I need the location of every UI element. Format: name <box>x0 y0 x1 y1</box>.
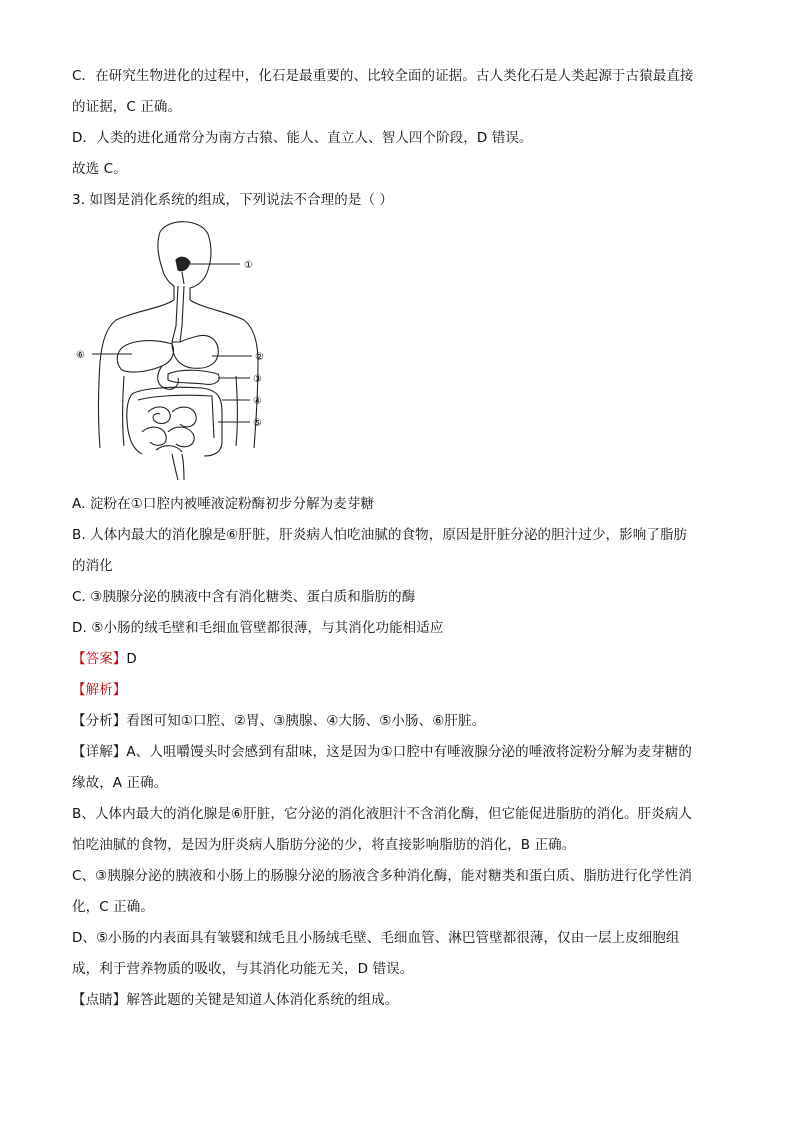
answer-value: D <box>126 651 137 667</box>
answer-line <box>72 649 732 669</box>
xiangjie-a-line1 <box>72 742 732 762</box>
figure-label-6: ⑥ <box>76 350 85 361</box>
figure-label-2: ② <box>255 352 264 363</box>
xiangjie-b-line2: 怕吃油腻的食物，是因为肝炎病人脂肪分泌的少，将直接影响脂肪的消化，B 正确。 <box>72 837 576 853</box>
digestive-system-figure <box>72 216 272 482</box>
xiangjie-a-text1: A、人咀嚼馒头时会感到有甜味，这是因为①口腔中有唾液腺分泌的唾液将淀粉分解为麦芽糖的 <box>126 744 692 760</box>
digestive-system-diagram <box>72 216 272 482</box>
prev-conclusion: 故选 C。 <box>72 161 127 177</box>
xiangjie-tag: 【详解】 <box>72 744 127 760</box>
xiangjie-d-line2: 成，利于营养物质的吸收，与其消化功能无关，D 错误。 <box>72 961 414 977</box>
prev-option-d: D．人类的进化通常分为南方古猿、能人、直立人、智人四个阶段，D 错误。 <box>72 130 533 146</box>
figure-label-1: ① <box>244 260 253 271</box>
option-c: C. ③胰腺分泌的胰液中含有消化糖类、蛋白质和脂肪的酶 <box>72 589 416 605</box>
figure-label-3: ③ <box>253 374 262 385</box>
analysis-tag: 【解析】 <box>72 682 127 698</box>
dianjing-line <box>72 990 732 1010</box>
fenxi-tag: 【分析】 <box>72 713 127 729</box>
option-d: D. ⑤小肠的绒毛壁和毛细血管壁都很薄，与其消化功能相适应 <box>72 620 444 636</box>
xiangjie-c-line2: 化，C 正确。 <box>72 899 154 915</box>
prev-option-c-line2: 的证据，C 正确。 <box>72 99 182 115</box>
analysis-heading <box>72 680 732 700</box>
option-b-line1: B. 人体内最大的消化腺是⑥肝脏，肝炎病人怕吃油腻的食物，原因是肝脏分泌的胆汁过少，影响了脂肪 <box>72 527 688 543</box>
xiangjie-d-line1: D、⑤小肠的内表面具有皱襞和绒毛且小肠绒毛壁、毛细血管、淋巴管壁都很薄，仅由一层上皮细胞组 <box>72 930 680 946</box>
xiangjie-c-line1: C、③胰腺分泌的胰液和小肠上的肠腺分泌的肠液含多种消化酶，能对糖类和蛋白质、脂肪进行化学性消 <box>72 868 693 884</box>
dianjing-tag: 【点睛】 <box>72 992 127 1008</box>
option-b-line2: 的消化 <box>72 558 113 574</box>
question-stem: 3. 如图是消化系统的组成，下列说法不合理的是（ ） <box>72 192 394 208</box>
xiangjie-b-line1: B、人体内最大的消化腺是⑥肝脏，它分泌的消化液胆汁不含消化酶，但它能促进脂肪的消化。肝炎病人 <box>72 806 692 822</box>
fenxi-line <box>72 711 732 731</box>
prev-option-c-line1: C．在研究生物进化的过程中，化石是最重要的、比较全面的证据。古人类化石是人类起源于古猿最直接 <box>72 68 694 84</box>
xiangjie-a-line2: 缘故，A 正确。 <box>72 775 168 791</box>
dianjing-text: 解答此题的关键是知道人体消化系统的组成。 <box>126 992 399 1008</box>
option-a: A. 淀粉在①口腔内被唾液淀粉酶初步分解为麦芽糖 <box>72 496 375 512</box>
figure-label-5: ⑤ <box>253 418 262 429</box>
figure-label-4: ④ <box>253 396 262 407</box>
fenxi-text: 看图可知①口腔、②胃、③胰腺、④大肠、⑤小肠、⑥肝脏。 <box>126 713 486 729</box>
answer-tag: 【答案】 <box>72 651 127 667</box>
